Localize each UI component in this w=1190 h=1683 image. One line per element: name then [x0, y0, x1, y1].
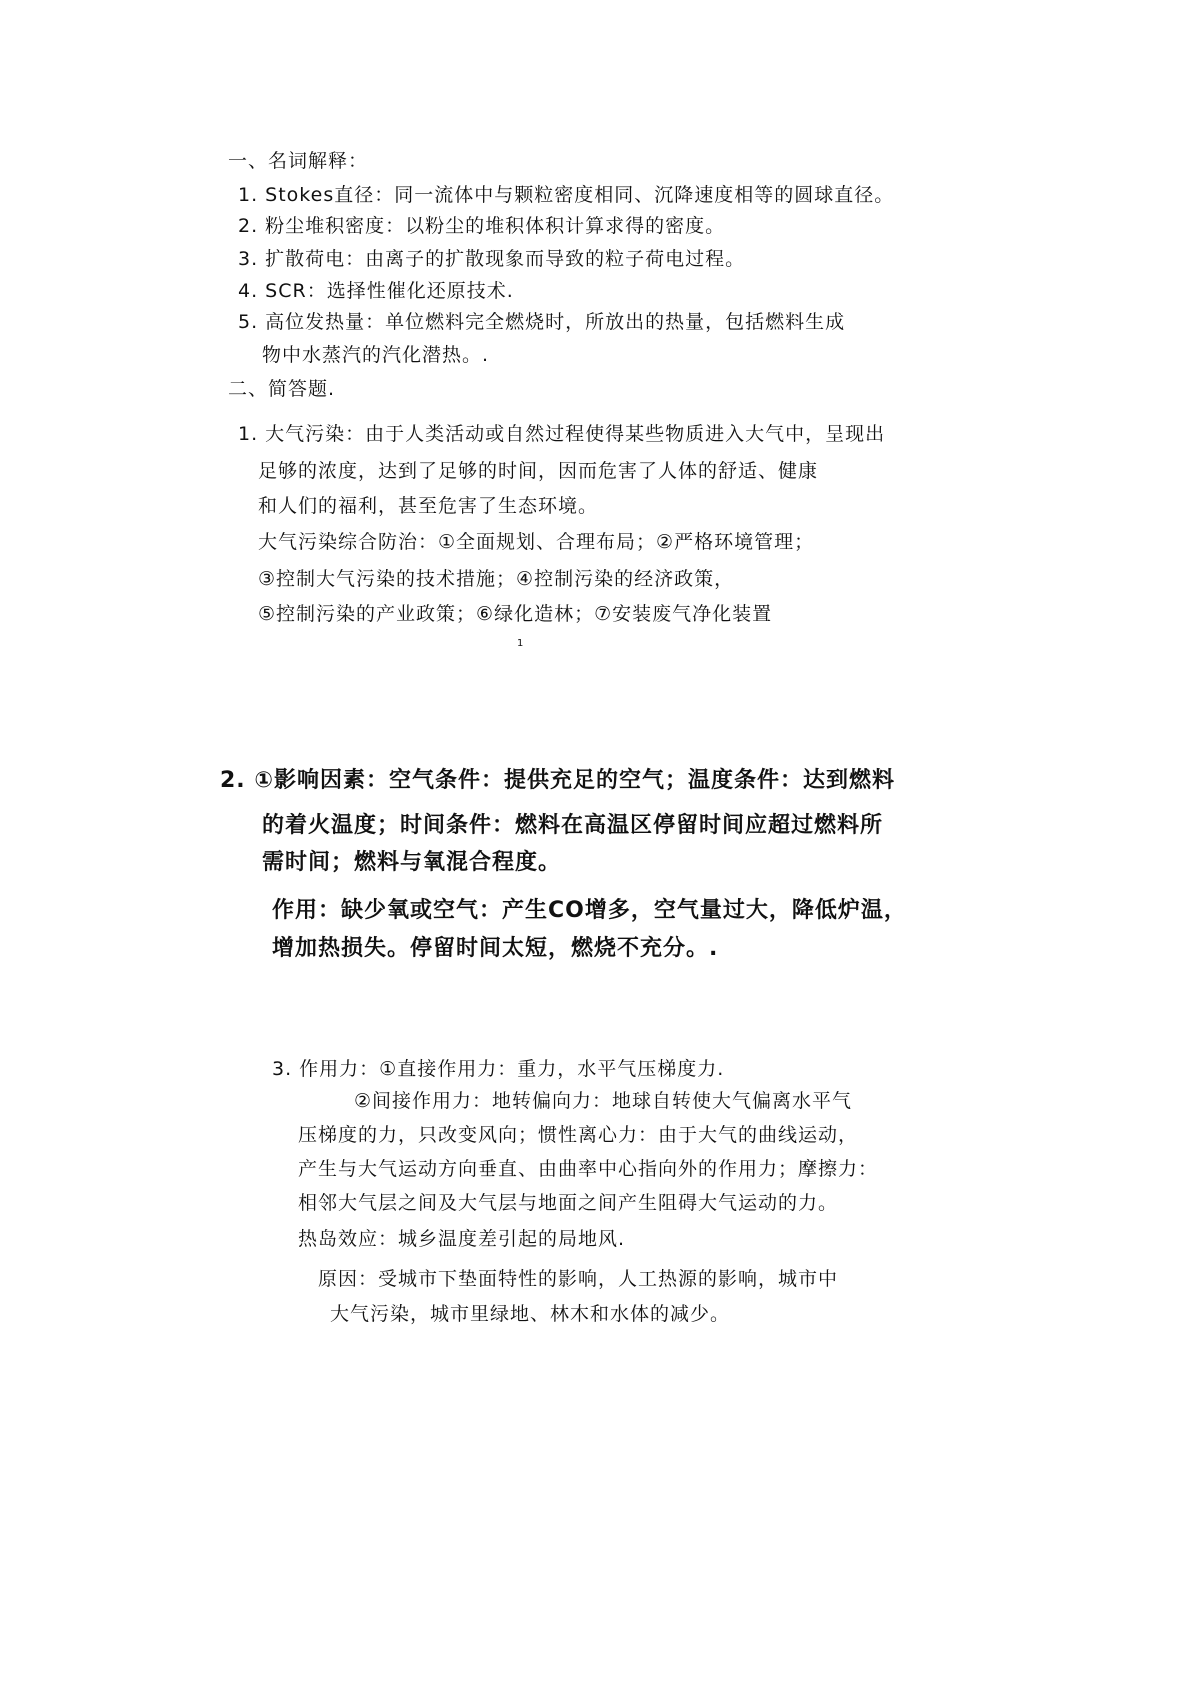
term-higher-heating-value-cont: 物中水蒸汽的汽化潜热。. [262, 344, 490, 366]
term-higher-heating-value: 5. 高位发热量：单位燃料完全燃烧时，所放出的热量，包括燃料生成 [238, 311, 846, 333]
q1-line-6: ⑤控制污染的产业政策；⑥绿化造林；⑦安装废气净化装置 [258, 603, 773, 625]
q3-line-6: 热岛效应：城乡温度差引起的局地风. [298, 1228, 626, 1250]
q2-line-4: 作用：缺少氧或空气：产生CO增多，空气量过大，降低炉温， [272, 898, 907, 923]
section1-heading: 一、名词解释： [228, 150, 369, 172]
q2-line-3: 需时间；燃料与氧混合程度。 [262, 850, 562, 875]
q3-line-1: 3. 作用力：①直接作用力：重力，水平气压梯度力. [272, 1058, 725, 1080]
q2-line-5: 增加热损失。停留时间太短，燃烧不充分。. [272, 936, 719, 961]
q3-line-5: 相邻大气层之间及大气层与地面之间产生阻碍大气运动的力。 [298, 1192, 839, 1214]
q1-line-2: 足够的浓度，达到了足够的时间，因而危害了人体的舒适、健康 [258, 460, 819, 482]
q3-line-8: 大气污染，城市里绿地、林木和水体的减少。 [330, 1303, 731, 1325]
q2-line-2: 的着火温度；时间条件：燃料在高温区停留时间应超过燃料所 [262, 813, 884, 838]
page-number: 1 [517, 638, 524, 649]
term-scr: 4. SCR：选择性催化还原技术. [238, 280, 514, 302]
q2-line-1: 2. ①影响因素：空气条件：提供充足的空气；温度条件：达到燃料 [220, 768, 895, 793]
term-diffusion-charging: 3. 扩散荷电：由离子的扩散现象而导致的粒子荷电过程。 [238, 248, 746, 270]
q1-line-1: 1. 大气污染：由于人类活动或自然过程使得某些物质进入大气中，呈现出 [238, 423, 886, 445]
q1-line-3: 和人们的福利，甚至危害了生态环境。 [258, 495, 599, 517]
q1-line-5: ③控制大气污染的技术措施；④控制污染的经济政策， [258, 568, 735, 590]
q3-line-3: 压梯度的力，只改变风向；惯性离心力：由于大气的曲线运动， [298, 1124, 859, 1146]
q3-line-7: 原因：受城市下垫面特性的影响，人工热源的影响，城市中 [318, 1268, 839, 1290]
q3-line-4: 产生与大气运动方向垂直、由曲率中心指向外的作用力；摩擦力： [298, 1158, 879, 1180]
term-stokes-diameter: 1. Stokes直径：同一流体中与颗粒密度相同、沉降速度相等的圆球直径。 [238, 184, 895, 206]
q3-line-2: ②间接作用力：地转偏向力：地球自转使大气偏离水平气 [354, 1090, 853, 1112]
term-bulk-density: 2. 粉尘堆积密度：以粉尘的堆积体积计算求得的密度。 [238, 215, 726, 237]
section2-heading: 二、简答题. [228, 378, 336, 400]
q1-line-4: 大气污染综合防治：①全面规划、合理布局；②严格环境管理； [258, 531, 815, 553]
